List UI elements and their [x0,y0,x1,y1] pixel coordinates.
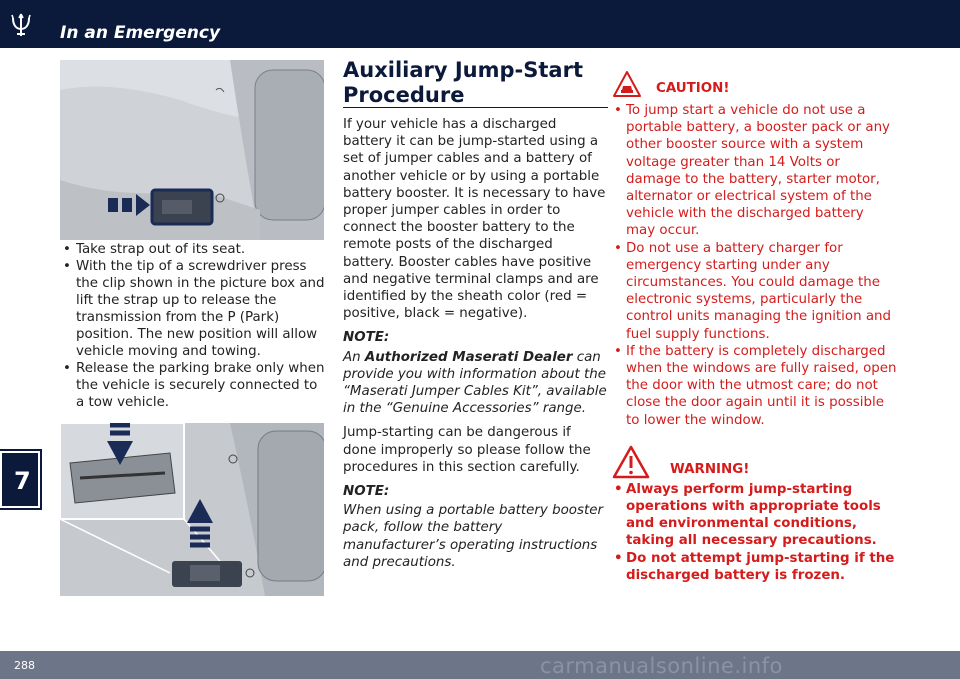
left-instructions [60,241,325,411]
note-dealer [343,349,608,418]
warning-header [612,445,897,479]
section-title: In an Emergency [60,23,221,43]
page-footer [0,651,960,679]
watermark: carmanualsonline.info [540,654,783,678]
middle-column [343,116,608,578]
intro-paragraph: If your vehicle has a discharged battery it can be jump-started using a set of jumper cables and a battery of another vehicle or by using a portable battery booster. It is necessary to have proper jumper cables in order to connect the booster battery to the remote posts of the discharged battery. Booster cables have positive and negative terminal clamps and are identified by the sheath color (red = positive, black = negative). [343,117,606,322]
warning-list [612,481,897,584]
caution-item: • If the battery is completely discharged when the windows are fully raised, open the door with the utmost care; do not close the door again until it is possible to lower the window. [612,343,897,429]
page-header [0,0,960,48]
page-number: 288 [14,659,35,672]
caution-item: • To jump start a vehicle do not use a portable battery, a booster pack or any other booster source with a system voltage greater than 14 Volts or damage to the battery, starter motor, alternator or electrical system of the vehicle with the discharged battery may occur. [612,102,897,240]
figure-strap-release [60,423,324,596]
list-item: • With the tip of a screwdriver press the clip shown in the picture box and lift the strap up to release the transmission from the P (Park) position. The new position will allow vehicle moving and towing. [60,258,325,360]
caution-title: CAUTION! [656,81,730,96]
dealer-name: Authorized Maserati Dealer [364,349,573,365]
list-item: • Release the parking brake only when the vehicle is securely connected to a tow vehicle. [60,360,325,411]
heading-divider [343,107,608,108]
danger-paragraph: Jump-starting can be dangerous if done improperly so please follow the procedures in this section carefully. [343,425,591,475]
chapter-tab [0,451,40,508]
warning-triangle-icon [612,445,650,479]
warning-item: • Do not attempt jump-starting if the discharged battery is frozen. [612,550,897,584]
figure-strap-seat [60,60,324,240]
section-heading: Auxiliary Jump-Start Procedure [343,58,583,107]
warning-item: • Always perform jump-starting operations with appropriate tools and environmental conditions, taking all necessary precautions. [612,481,897,550]
chapter-number: 7 [14,467,31,495]
caution-item: • Do not use a battery charger for emergency starting under any circumstances. You could damage the electronic systems, particularly the control units managing the ignition and fuel supply functions. [612,240,897,343]
list-item: • Take strap out of its seat. [60,241,325,258]
car-caution-icon [612,70,642,98]
note-text: can provide you with information about the “Maserati Jumper Cables Kit”, available in the “Genuine Accessories” range. [343,349,607,417]
note-label: NOTE: [343,484,390,500]
caution-header [612,70,897,100]
warning-title: WARNING! [670,461,750,477]
note-label: NOTE: [343,330,390,346]
note-booster: When using a portable battery booster pack, follow the battery manufacturer’s operating instructions and precautions. [343,503,603,570]
right-column [612,70,897,584]
trident-icon [8,12,34,38]
note-text: An [343,349,365,365]
